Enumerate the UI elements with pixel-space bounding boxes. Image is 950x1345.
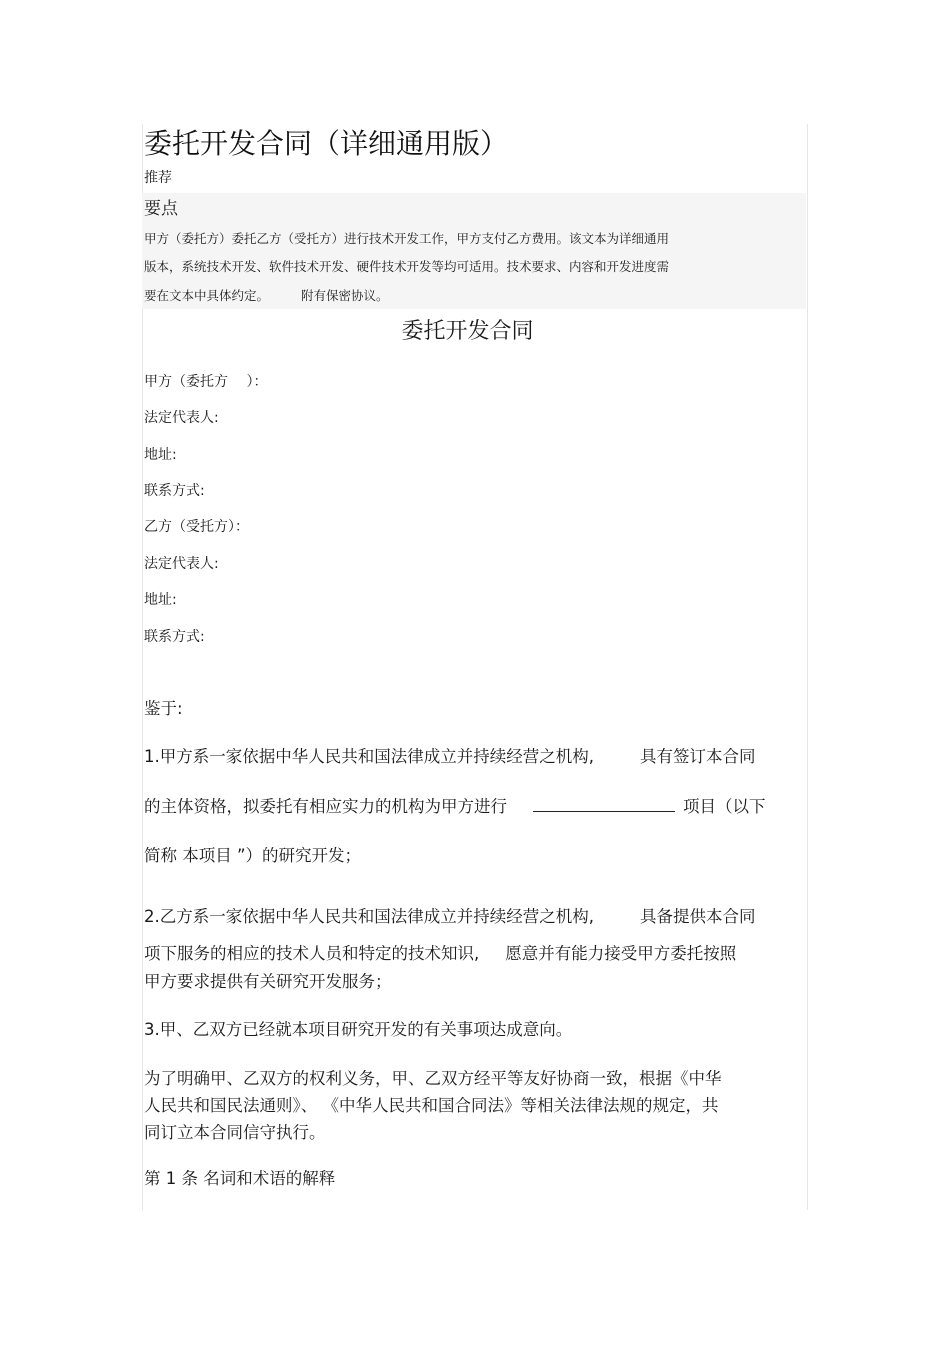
party-b-line: 乙方（受托方）： [144, 519, 249, 535]
party-b-representative: 法定代表人: [144, 556, 219, 572]
clause-text: 的主体资格，拟委托有相应实力的机构为甲方进行 [144, 797, 507, 816]
clause-text: 具有签订本合同 [640, 747, 756, 766]
clause-1-line: 简称 本项目 ”）的研究开发； [144, 846, 362, 865]
purpose-line: 为了明确甲、乙双方的权利义务，甲、乙双方经平等友好协商一致，根据《中华 [144, 1069, 722, 1088]
clause-text: 具备提供本合同 [640, 907, 756, 926]
clause-1-line [144, 745, 756, 769]
summary-line-part: 要在文本中具体约定。 [144, 288, 270, 303]
clause-2-line [144, 905, 756, 929]
clause-3-line: 3.甲、乙双方已经就本项目研究开发的有关事项达成意向。 [144, 1020, 573, 1039]
contract-title: 委托开发合同 [401, 319, 534, 344]
clause-text: 2.乙方系一家依据中华人民共和国法律成立并持续经营之机构, [144, 907, 594, 926]
clause-1-line [144, 795, 766, 819]
party-a-contact: 联系方式: [144, 483, 205, 499]
party-b-contact: 联系方式: [144, 629, 205, 645]
purpose-line: 同订立本合同信守执行。 [144, 1123, 326, 1142]
summary-line: 甲方（委托方）委托乙方（受托方）进行技术开发工作，甲方支付乙方费用。该文本为详细通用 [144, 231, 670, 246]
clause-text: 1.甲方系一家依据中华人民共和国法律成立并持续经营之机构, [144, 747, 594, 766]
party-a-address: 地址: [144, 447, 177, 463]
article-1-heading: 第 1 条 名词和术语的解释 [144, 1169, 336, 1188]
document-title: 委托开发合同（详细通用版） [144, 127, 509, 160]
party-a-line: 甲方（委托方 ）： [144, 374, 268, 390]
summary-line [144, 287, 389, 305]
clause-2-line: 甲方要求提供有关研究开发服务； [144, 972, 392, 991]
party-b-address: 地址: [144, 592, 177, 608]
summary-heading: 要点 [144, 199, 178, 219]
clause-text: 愿意并有能力接受甲方委托按照 [505, 944, 737, 963]
clause-text: 项下服务的相应的技术人员和特定的技术知识, [144, 944, 480, 963]
whereas-label: 鉴于: [144, 699, 183, 718]
clause-2-line [144, 942, 736, 966]
party-a-representative: 法定代表人: [144, 410, 219, 426]
clause-text: 项目（以下 [683, 797, 766, 816]
summary-line: 版本，系统技术开发、软件技术开发、硬件技术开发等均可适用。技术要求、内容和开发进度需 [144, 259, 670, 274]
purpose-line: 人民共和国民法通则》、 《中华人民共和国合同法》等相关法律法规的规定，共 [144, 1096, 719, 1115]
recommend-label: 推荐 [144, 170, 172, 186]
summary-line-part: 附有保密协议。 [301, 288, 389, 303]
project-name-blank [533, 795, 675, 812]
